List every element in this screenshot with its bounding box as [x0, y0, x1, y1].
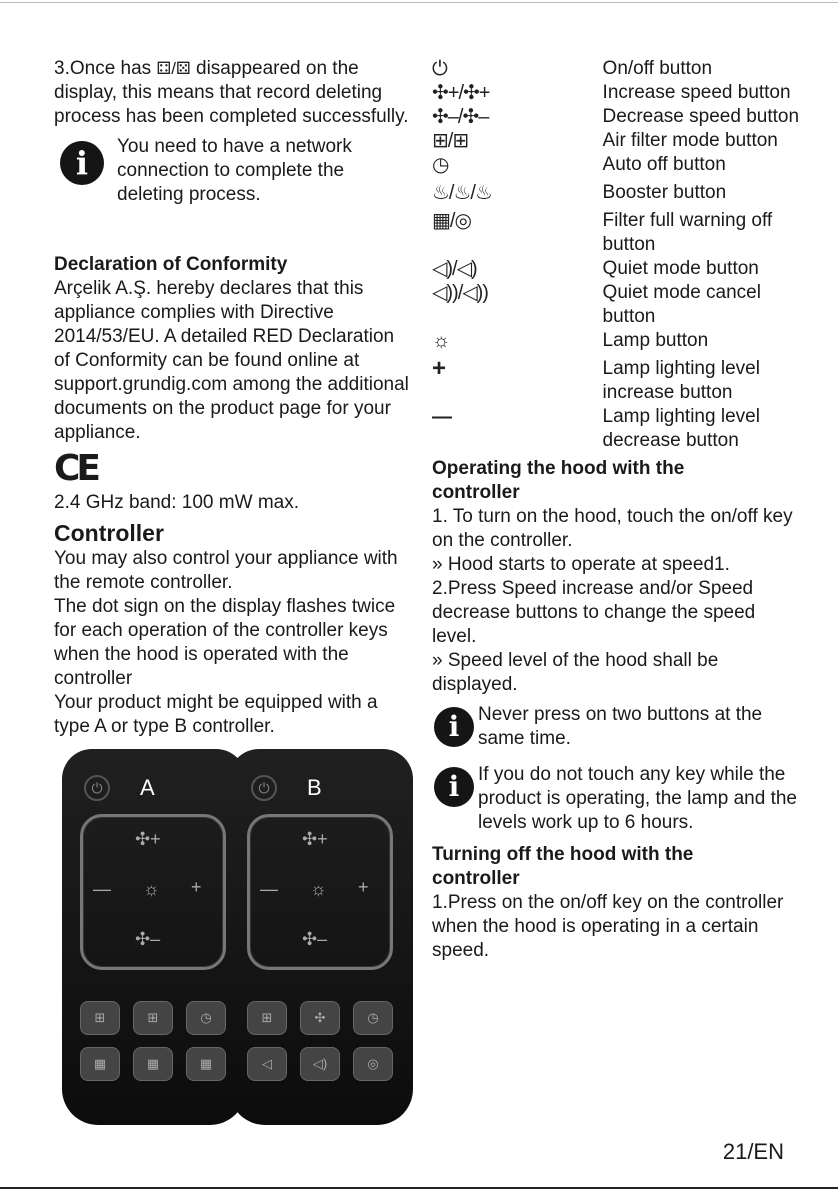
quiet-mode-icon: ◁)/◁) — [432, 258, 477, 280]
turning-off-step-1: 1.Press on the on/off key on the controller when the hood is operating in a certain speed. — [432, 892, 784, 961]
remote-key: ▦ — [133, 1047, 173, 1081]
plus-icon: + — [191, 877, 202, 897]
remote-key: ▦ — [186, 1047, 226, 1081]
operating-step-2-result: » Speed level of the hood shall be displayed. — [432, 650, 719, 695]
bottom-rule — [0, 1187, 838, 1189]
filter-warning-icon: ▦/◎ — [432, 210, 471, 232]
right-column — [432, 57, 802, 963]
control-row: ✣+/✣+ Increase speed button — [432, 82, 791, 104]
filter-symbol-icon: ⚃/⚄ — [156, 59, 191, 78]
remote-key: ⊞ — [80, 1001, 120, 1035]
operating-step-2: 2.Press Speed increase and/or Speed decrease buttons to change the speed level. — [432, 578, 756, 647]
minus-icon: — — [260, 879, 278, 899]
increase-speed-icon: ✣+/✣+ — [432, 82, 490, 104]
power-icon: ⏻ — [251, 775, 277, 801]
booster-icon: ♨/♨/♨ — [432, 182, 492, 204]
page-number: 21/EN — [722, 1139, 784, 1164]
control-row: ◁)/◁) Quiet mode button — [432, 258, 759, 280]
remote-key: ✣ — [300, 1001, 340, 1035]
info-note-timeout: i If you do not touch any key while the product is operating, the lamp and the levels work up to 6 hours. — [432, 763, 802, 835]
on-off-icon: ⏻ — [432, 58, 447, 80]
quiet-cancel-icon: ◁))/◁)) — [432, 282, 488, 304]
controls-list — [432, 57, 802, 453]
control-row: ♨/♨/♨ Booster button — [432, 182, 727, 204]
declaration-text: Arçelik A.Ş. hereby declares that this appliance complies with Directive 2014/53/EU. A detailed RED Declaration of Conformity can be found online at support.grundig.com among the additional documents on the product page for your appliance. — [54, 278, 409, 443]
control-row: ◁))/◁)) Quiet mode cancel button — [432, 282, 761, 327]
control-row: + Lamp lighting level increase button — [432, 355, 760, 403]
controller-paragraph-3: Your product might be equipped with a type A or type B controller. — [54, 692, 378, 737]
control-row: ⊞/⊞ Air filter mode button — [432, 130, 778, 152]
key-row — [247, 1001, 393, 1035]
remote-controller-a — [62, 749, 246, 1125]
lamp-icon: ☼ — [310, 879, 327, 899]
info-icon: i — [60, 141, 104, 185]
fan-plus-icon: ✣+ — [302, 829, 328, 849]
step-3: 3.Once has ⚃/⚄ disappeared on the display, this means that record deleting process has been completed successfully. — [54, 58, 409, 127]
plus-icon: + — [432, 355, 446, 382]
turning-off-title: Turning off the hood with the controller — [432, 844, 694, 889]
decrease-speed-icon: ✣–/✣– — [432, 106, 489, 128]
declaration-title: Declaration of Conformity — [54, 254, 288, 275]
left-column — [54, 57, 414, 739]
fan-minus-icon: ✣– — [135, 929, 161, 949]
lamp-icon: ☼ — [432, 330, 450, 352]
fan-minus-icon: ✣– — [302, 929, 328, 949]
key-row — [80, 1047, 226, 1081]
control-row: — Lamp lighting level decrease button — [432, 406, 760, 451]
controller-title: Controller — [54, 520, 164, 546]
info-icon: i — [434, 767, 474, 807]
info-note-network: i You need to have a network connection to complete the deleting process. — [54, 135, 414, 207]
remote-key: ◁ — [247, 1047, 287, 1081]
ce-mark: CE — [54, 448, 98, 489]
control-row: ☼ Lamp button — [432, 330, 709, 352]
remote-label: A — [140, 775, 155, 800]
remote-controller-b — [229, 749, 413, 1125]
info-note-buttons: i Never press on two buttons at the same time. — [432, 703, 802, 751]
power-icon: ⏻ — [84, 775, 110, 801]
lamp-icon: ☼ — [143, 879, 160, 899]
operating-step-1: 1. To turn on the hood, touch the on/off key on the controller. — [432, 506, 793, 551]
control-row: ◷ Auto off button — [432, 154, 726, 176]
remote-key: ▦ — [80, 1047, 120, 1081]
remote-key: ⊞ — [247, 1001, 287, 1035]
remote-key: ◷ — [353, 1001, 393, 1035]
control-pad — [80, 814, 226, 970]
fan-plus-icon: ✣+ — [135, 829, 161, 849]
controller-paragraph-1: You may also control your appliance with the remote controller. — [54, 548, 398, 593]
plus-icon: + — [358, 877, 369, 897]
band-info: 2.4 GHz band: 100 mW max. — [54, 492, 299, 513]
remote-key: ◎ — [353, 1047, 393, 1081]
key-row — [247, 1047, 393, 1081]
auto-off-icon: ◷ — [432, 154, 449, 176]
remote-key: ◷ — [186, 1001, 226, 1035]
controller-paragraph-2: The dot sign on the display flashes twice for each operation of the controller keys when the hood is operated with the controller — [54, 596, 396, 689]
remote-label: B — [307, 775, 322, 800]
top-rule — [0, 2, 838, 3]
minus-icon: — — [432, 406, 451, 428]
key-row — [80, 1001, 226, 1035]
air-filter-icon: ⊞/⊞ — [432, 130, 469, 152]
remote-key: ⊞ — [133, 1001, 173, 1035]
control-row: ▦/◎ Filter full warning off button — [432, 210, 773, 255]
control-row: ⏻ On/off button — [432, 58, 713, 80]
operating-step-1-result: » Hood starts to operate at speed1. — [432, 554, 730, 575]
remote-key: ◁) — [300, 1047, 340, 1081]
info-icon: i — [434, 707, 474, 747]
minus-icon: — — [93, 879, 111, 899]
control-row: ✣–/✣– Decrease speed button — [432, 106, 800, 128]
control-pad — [247, 814, 393, 970]
operating-title: Operating the hood with the controller — [432, 458, 685, 503]
